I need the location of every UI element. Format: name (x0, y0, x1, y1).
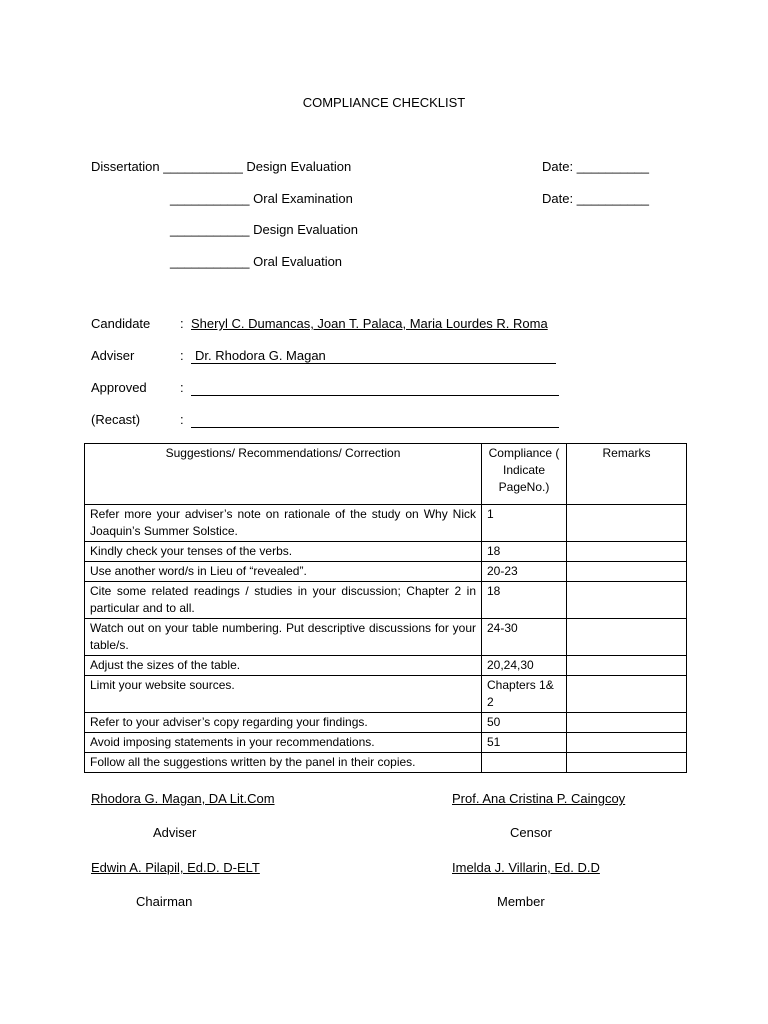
censor-signatory-name: Prof. Ana Cristina P. Caingcoy (452, 791, 626, 806)
header-remarks: Remarks (567, 444, 687, 505)
header-suggestions: Suggestions/ Recommendations/ Correction (85, 444, 482, 505)
suggestion-cell: Avoid imposing statements in your recommendations. (85, 733, 482, 753)
table-row (85, 676, 687, 713)
approved-label: Approved (91, 380, 147, 395)
compliance-cell: 20-23 (482, 562, 567, 582)
separator: : (180, 316, 184, 331)
adviser-role: Adviser (153, 825, 197, 840)
suggestion-cell: Adjust the sizes of the table. (85, 656, 482, 676)
suggestion-cell: Refer more your adviser’s note on rationale of the study on Why Nick Joaquin’s Summer Solstice. (85, 505, 482, 542)
compliance-cell: 50 (482, 713, 567, 733)
censor-role: Censor (510, 825, 552, 840)
table-row (85, 505, 687, 542)
table-header-row (85, 444, 687, 505)
suggestion-cell: Follow all the suggestions written by the panel in their copies. (85, 753, 482, 773)
adviser-value: Dr. Rhodora G. Magan (195, 348, 326, 363)
table-row (85, 753, 687, 773)
dissertation-label: Dissertation (91, 159, 160, 174)
blank-line: ___________ (170, 191, 250, 206)
compliance-table (84, 443, 687, 773)
compliance-cell: 24-30 (482, 619, 567, 656)
recast-label: (Recast) (91, 412, 141, 427)
date-blank: __________ (576, 191, 650, 206)
blank-line: ___________ (170, 222, 250, 237)
separator: : (180, 348, 184, 363)
separator: : (180, 380, 184, 395)
compliance-cell: 18 (482, 582, 567, 619)
date-label: Date: (542, 159, 574, 174)
chairman-role: Chairman (136, 894, 193, 909)
remarks-cell (567, 562, 687, 582)
design-evaluation-line (170, 222, 358, 237)
option-design-evaluation-2: Design Evaluation (253, 222, 358, 237)
document-title: COMPLIANCE CHECKLIST (302, 95, 466, 110)
table-row (85, 582, 687, 619)
member-signatory-name: Imelda J. Villarin, Ed. D.D (452, 860, 600, 875)
recast-blank-line (191, 412, 559, 428)
date-label: Date: (542, 191, 574, 206)
candidate-label: Candidate (91, 316, 151, 331)
header-compliance: Compliance ( Indicate PageNo.) (482, 444, 567, 505)
table-body (85, 505, 687, 773)
chairman-signatory-name: Edwin A. Pilapil, Ed.D. D-ELT (91, 860, 260, 875)
candidate-value: Sheryl C. Dumancas, Joan T. Palaca, Maria Lourdes R. Roma (191, 316, 548, 331)
dissertation-line (91, 159, 351, 174)
table-row (85, 713, 687, 733)
oral-evaluation-line (170, 254, 342, 269)
remarks-cell (567, 676, 687, 713)
compliance-cell: 1 (482, 505, 567, 542)
compliance-cell: 51 (482, 733, 567, 753)
remarks-cell (567, 753, 687, 773)
suggestion-cell: Watch out on your table numbering. Put descriptive discussions for your table/s. (85, 619, 482, 656)
blank-line: ___________ (163, 159, 243, 174)
compliance-cell: 18 (482, 542, 567, 562)
remarks-cell (567, 619, 687, 656)
option-design-evaluation: Design Evaluation (246, 159, 352, 174)
adviser-label: Adviser (91, 348, 135, 363)
oral-examination-line (170, 191, 353, 206)
remarks-cell (567, 656, 687, 676)
table-row (85, 656, 687, 676)
suggestion-cell: Limit your website sources. (85, 676, 482, 713)
table-row (85, 542, 687, 562)
suggestion-cell: Cite some related readings / studies in your discussion; Chapter 2 in particular and to all. (85, 582, 482, 619)
date-blank: __________ (576, 159, 650, 174)
table-row (85, 619, 687, 656)
remarks-cell (567, 733, 687, 753)
suggestion-cell: Refer to your adviser’s copy regarding your findings. (85, 713, 482, 733)
suggestion-cell: Use another word/s in Lieu of “revealed”. (85, 562, 482, 582)
compliance-cell: Chapters 1& 2 (482, 676, 567, 713)
option-oral-examination: Oral Examination (253, 191, 353, 206)
suggestion-cell: Kindly check your tenses of the verbs. (85, 542, 482, 562)
date-line-2 (542, 191, 649, 206)
date-line-1 (542, 159, 649, 174)
adviser-signatory-name: Rhodora G. Magan, DA Lit.Com (91, 791, 275, 806)
compliance-cell: 20,24,30 (482, 656, 567, 676)
remarks-cell (567, 542, 687, 562)
option-oral-evaluation: Oral Evaluation (253, 254, 343, 269)
adviser-value-line (191, 348, 556, 364)
blank-line: ___________ (170, 254, 250, 269)
table-row (85, 562, 687, 582)
compliance-cell (482, 753, 567, 773)
table-row (85, 733, 687, 753)
member-role: Member (497, 894, 545, 909)
approved-blank-line (191, 380, 559, 396)
remarks-cell (567, 582, 687, 619)
separator: : (180, 412, 184, 427)
remarks-cell (567, 713, 687, 733)
remarks-cell (567, 505, 687, 542)
